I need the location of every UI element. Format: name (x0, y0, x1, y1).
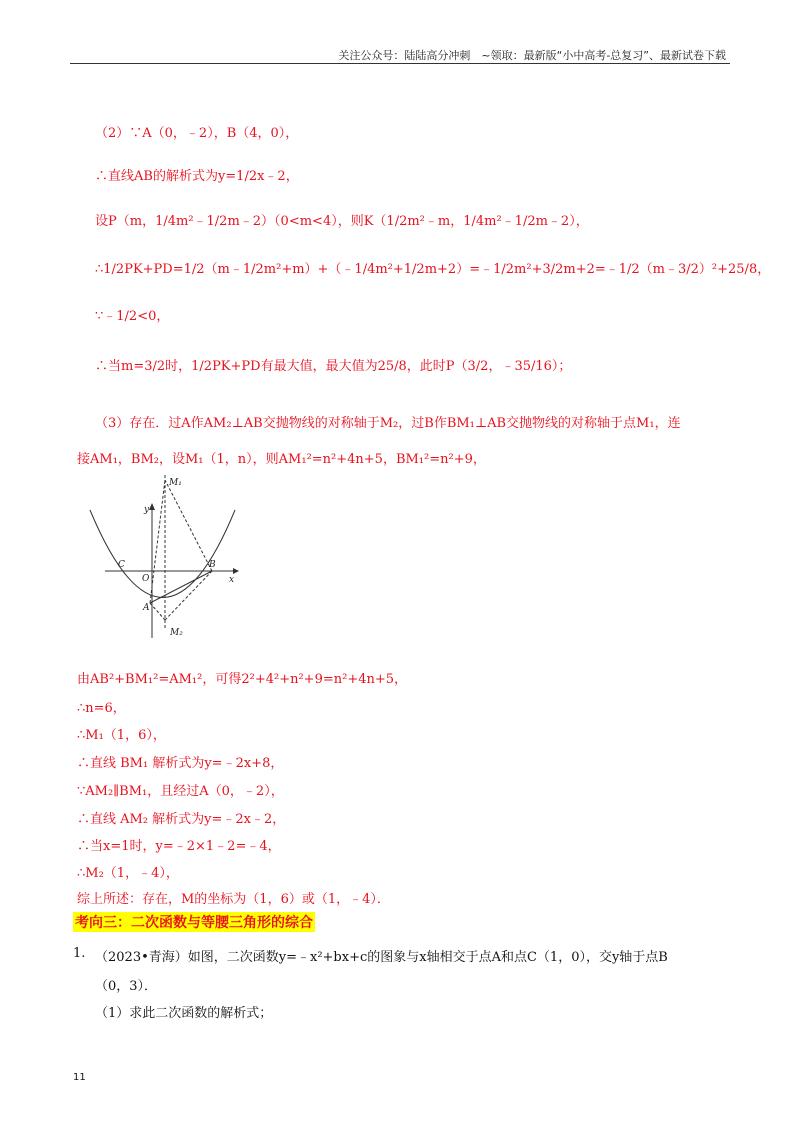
part2-line1: （2）∵A（0，﹣2），B（4，0）， (95, 126, 299, 141)
part2-line4: ∴1/2PK+PD=1/2（m﹣1/2m²+m）+（﹣1/4m²+1/2m+2）=﹣1/2m²+3/2m+2=﹣1/2（m﹣3/2）²+25/8， (95, 262, 771, 277)
label-x: x (229, 575, 235, 585)
header-rule (70, 63, 730, 64)
part3-line6: ∴直线 BM₁ 解析式为y=﹣2x+8， (77, 756, 284, 771)
problem-number: 1. (73, 946, 86, 961)
segment-BM1 (165, 480, 212, 571)
part2-line5: ∵﹣1/2<0， (95, 309, 170, 324)
page-number: 11 (73, 1072, 86, 1083)
problem-part1: （1）求此二次函数的解析式； (95, 1006, 273, 1021)
label-y: y (144, 505, 150, 515)
part3-line7: ∵AM₂∥BM₁，且经过A（0，﹣2）， (77, 784, 284, 799)
problem-line2: （0，3）． (95, 979, 158, 994)
part2-line6: ∴当m=3/2时，1/2PK+PD有最大值，最大值为25/8，此时P（3/2，﹣35/16）； (95, 359, 572, 374)
part3-line2: 接AM₁，BM₂，设M₁（1，n），则AM₁²=n²+4n+5，BM₁²=n²+9， (77, 452, 486, 467)
part3-conclusion: 综上所述：存在，M的坐标为（1，6）或（1，﹣4）． (77, 892, 390, 907)
y-axis-arrow (149, 503, 155, 510)
part3-line10: ∴M₂（1，﹣4）， (77, 866, 179, 881)
section-title: 考向三：二次函数与等腰三角形的综合 (73, 912, 315, 932)
label-A: A (143, 603, 150, 613)
x-axis-arrow (233, 568, 239, 574)
part3-line4: ∴n=6， (77, 701, 126, 716)
segment-AB (150, 571, 212, 603)
part3-line9: ∴当x=1时，y=﹣2×1﹣2=﹣4， (77, 839, 281, 854)
problem-line1: （2023•青海）如图，二次函数y=﹣x²+bx+c的图象与x轴相交于点A和点C（1，0），交y轴于点B (95, 950, 668, 965)
part2-line3: 设P（m，1/4m²﹣1/2m﹣2）（0<m<4），则K（1/2m²﹣m，1/4m²﹣1/2m﹣2）， (95, 214, 589, 229)
page-header: 关注公众号：陆陆高分冲刺 ~领取：最新版“小中高考-总复习”、最新试卷下载 (338, 49, 726, 62)
part3-line3: 由AB²+BM₁²=AM₁²，可得2²+4²+n²+9=n²+4n+5， (77, 672, 408, 687)
label-O: O (142, 574, 150, 584)
label-M2: M₂ (170, 628, 183, 638)
part3-line8: ∴直线 AM₂ 解析式为y=﹣2x﹣2， (77, 812, 286, 827)
segment-BM2 (165, 571, 212, 620)
parabola-curve (90, 510, 235, 598)
label-C: C (118, 560, 125, 570)
part3-line5: ∴M₁（1，6）， (77, 728, 166, 743)
part2-line2: ∴直线AB的解析式为y=1/2x﹣2， (95, 169, 299, 184)
label-M1: M₁ (169, 478, 182, 488)
parabola-figure (85, 470, 255, 645)
label-B: B (209, 560, 216, 570)
part3-line1: （3）存在．过A作AM₂⊥AB交抛物线的对称轴于M₂，过B作BM₁⊥AB交抛物线的对称轴于点M₁，连 (95, 416, 681, 431)
